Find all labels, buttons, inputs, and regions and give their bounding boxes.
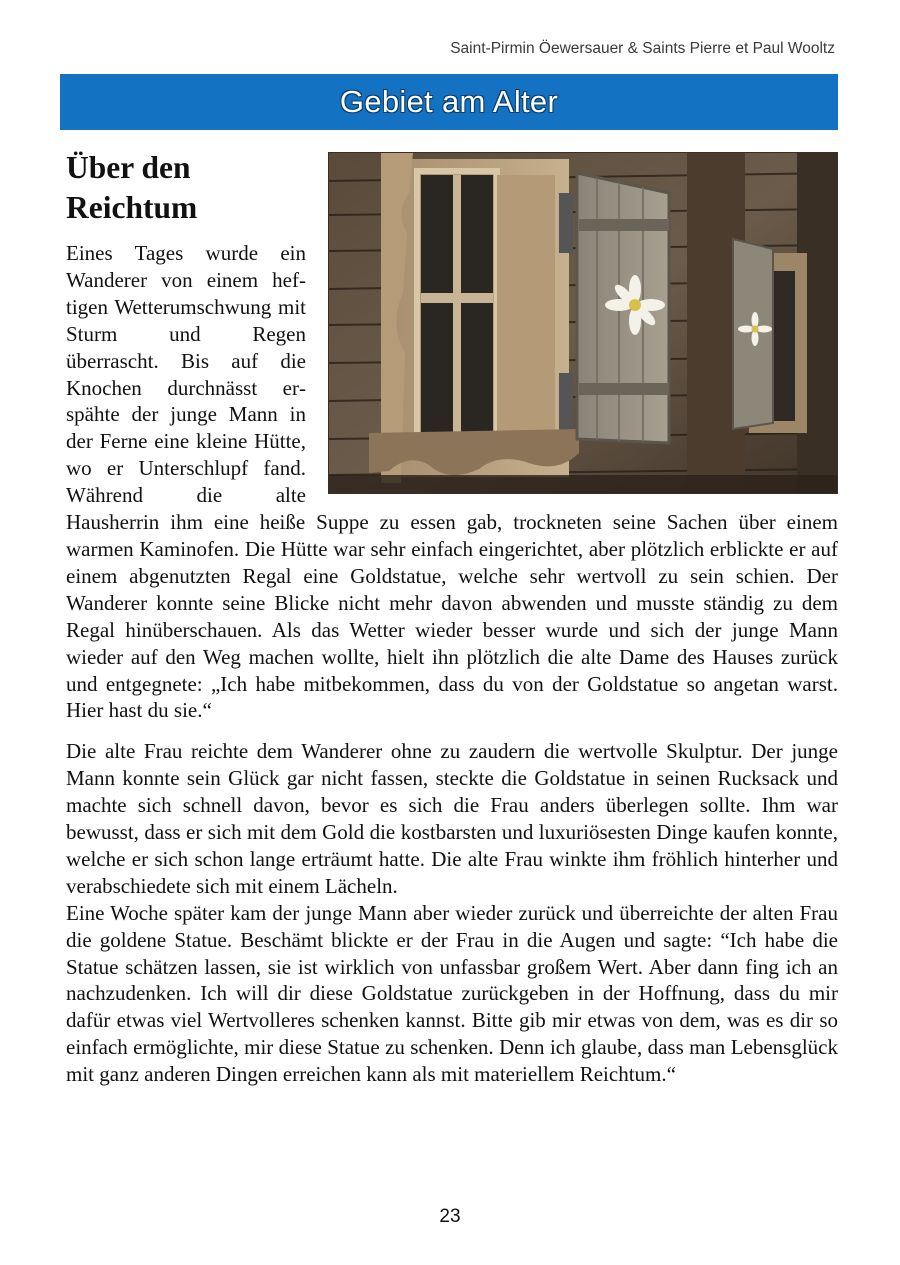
- section-title: Gebiet am Alter: [339, 84, 559, 119]
- section-banner: [60, 74, 838, 130]
- article: [66, 148, 838, 1088]
- paragraph-3: Eine Woche später kam der junge Mann aber wieder zurück und überreichte der alten Frau die goldene Statue. Beschämt blickte er der Frau in die Augen und sagte: “Ich habe die Statue schätzen lassen, sie ist wirklich von unfassbar großem Wert. Aber dann fing ich an nachzudenken. Ich will dir diese Goldstatue zurückgeben in der Hoffnung, dass du mir dafür etwas viel Wertvolleres schenken kannst. Bitte gib mir etwas von dem, was es dir so einfach ermöglichte, mir diese Statue zu schenken. Denn ich glaube, dass man Lebensglück mit ganz anderen Dingen erreichen kann als mit materiellem Reichtum.“: [66, 900, 838, 1087]
- article-title: Über den Reichtum: [66, 150, 198, 225]
- photo-wooden-hut-windows: [328, 152, 838, 494]
- running-header: Saint-Pirmin Öewersauer & Saints Pierre et Paul Wooltz: [450, 40, 835, 57]
- paragraph-1: Eines Tages wurde ein Wanderer von einem heftigen Wetterumschwung mit Sturm und Regen überrascht. Bis auf die Knochen durchnässt erspähte der junge Mann in der Ferne eine kleine Hütte, wo er Unterschlupf fand. Während die alte Hausherrin ihm eine heiße Suppe zu essen gab, trockneten seine Sachen über einem warmen Kaminofen. Die Hütte war sehr einfach eingerichtet, aber plötzlich erblickte er auf einem abgenutzten Regal eine Goldstatue, welche sehr wertvoll zu sein schien. Der Wanderer konnte seine Blicke nicht mehr davon abwenden und musste ständig zu dem Regal hinüberschauen. Als das Wetter wieder besser wurde und sich der junge Mann wieder auf den Weg machen wollte, hielt ihn plötzlich die alte Dame des Hauses zurück und entgegnete: „Ich habe mitbekommen, dass du von der Goldstatue so angetan warst. Hier hast du sie.“: [66, 241, 838, 723]
- paragraph-2: Die alte Frau reichte dem Wanderer ohne zu zaudern die wertvolle Skulptur. Der junge Mann konnte sein Glück gar nicht fassen, steckte die Goldstatue in seinen Rucksack und machte sich schnell davon, bevor es sich die Frau anders überlegen sollte. Ihm war bewusst, dass er sich mit dem Gold die kostbarsten und luxuriösesten Dinge kaufen konnte, welche er sich schon lange erträumt hatte. Die alte Frau winkte ihm fröhlich hinterher und verabschiedete sich mit einem Lächeln.: [66, 739, 838, 898]
- page-number: 23: [439, 1206, 461, 1227]
